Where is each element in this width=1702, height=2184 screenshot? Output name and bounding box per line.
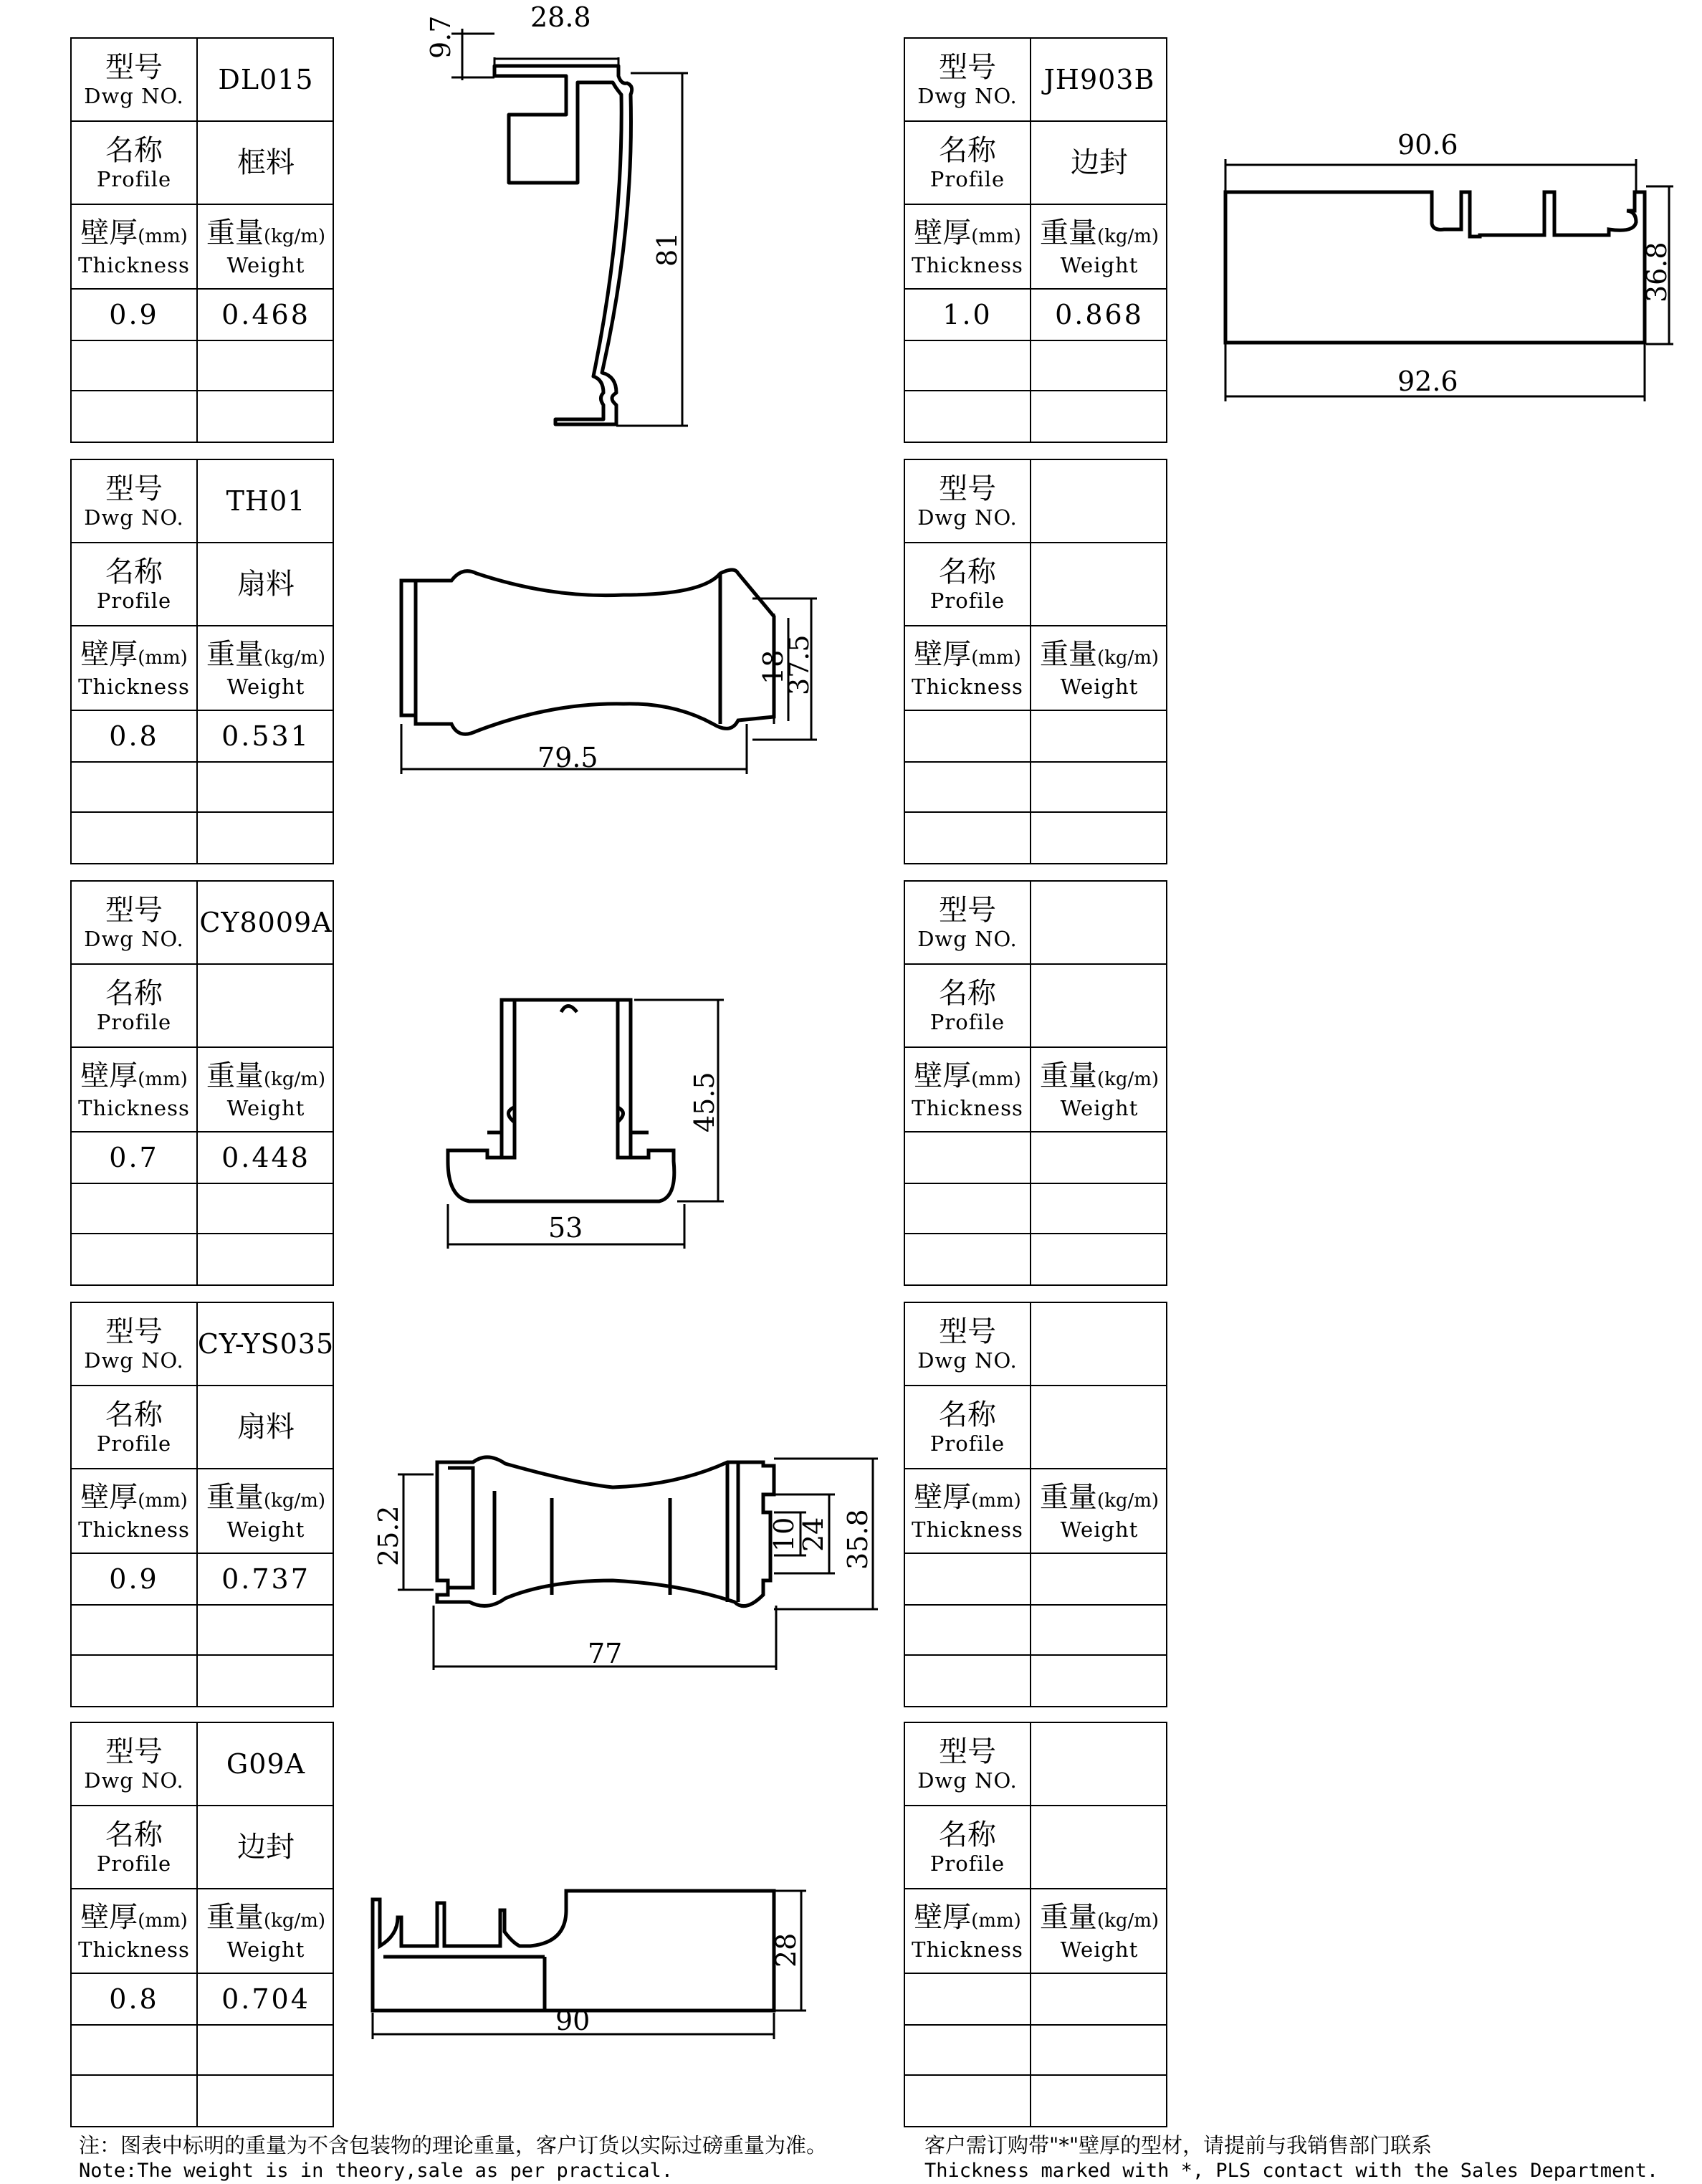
empty-cell [1031,1656,1167,1706]
label-thickness: 壁厚 [80,1900,138,1934]
spec-table-cy-ys035 [70,1302,334,1707]
footnote-right-en: Thickness marked with *, PLS contact with the Sales Department. [924,2160,1659,2182]
label-weight: 重量 [206,1900,264,1934]
dim-bottom-width: 92.6 [1397,366,1458,397]
dim-height: 35.8 [842,1509,874,1570]
dim-width: 53 [548,1212,583,1244]
label-thickness: 壁厚 [914,1059,972,1092]
label-name: 名称 [105,134,163,167]
footnote-left [79,2132,827,2184]
label-weight-unit: (kg/m) [1096,1489,1160,1512]
weight-value: 0.737 [221,1563,310,1595]
label-dwg: Dwg NO. [917,927,1018,951]
label-thickness-en: Thickness [912,1937,1023,1962]
empty-cell [72,1234,198,1284]
weight-value: 0.531 [221,720,310,752]
label-weight-en: Weight [226,1095,305,1120]
label-thickness-en: Thickness [78,1095,190,1120]
empty-cell [198,2076,334,2126]
dim-inner-height: 18 [757,649,789,685]
dim-left-height: 25.2 [373,1505,404,1566]
name-value: 边封 [237,1831,295,1864]
model-value: JH903B [1043,64,1155,95]
empty-cell [72,1606,198,1656]
dim-height: 81 [651,232,683,267]
label-thickness: 壁厚 [914,1480,972,1514]
empty-cell [905,813,1031,863]
label-weight-en: Weight [1060,252,1139,277]
label-thickness-unit: (mm) [971,1068,1021,1090]
profile-drawing-g09a [358,1864,831,2050]
label-profile: Profile [96,1851,172,1876]
empty-cell [1031,391,1167,442]
label-profile: Profile [929,588,1005,613]
name-value: 边封 [1071,146,1128,179]
label-thickness-unit: (mm) [138,225,188,247]
empty-cell [72,391,198,442]
empty-cell [1031,1606,1167,1656]
spec-table-blank-4 [904,1722,1167,2127]
empty-cell [72,763,198,813]
dim-width: 28.8 [530,1,591,33]
label-model: 型号 [105,51,163,84]
empty-cell [905,1234,1031,1284]
label-weight-en: Weight [226,674,305,699]
dim-width: 79.5 [537,742,598,773]
label-weight: 重量 [1039,216,1097,249]
label-thickness: 壁厚 [80,216,138,249]
label-weight: 重量 [206,1059,264,1092]
label-name: 名称 [105,1398,163,1431]
label-weight-unit: (kg/m) [1096,1909,1160,1932]
weight-value: 0.448 [221,1142,310,1173]
spec-table-g09a [70,1722,334,2127]
thickness-value: 0.8 [109,720,159,752]
label-weight-unit: (kg/m) [1096,225,1160,247]
label-thickness-en: Thickness [912,1095,1023,1120]
label-weight-unit: (kg/m) [1096,1068,1160,1090]
label-model: 型号 [939,1315,996,1348]
spec-table-jh903b [904,37,1167,443]
label-dwg: Dwg NO. [917,84,1018,108]
empty-cell [905,1606,1031,1656]
label-weight-en: Weight [226,1517,305,1542]
thickness-value: 0.7 [109,1142,159,1173]
label-name: 名称 [105,1818,163,1851]
label-thickness-en: Thickness [912,252,1023,277]
dim-inner-height: 24 [798,1517,829,1552]
empty-cell [72,1184,198,1234]
profile-drawing-jh903b [1208,115,1681,416]
empty-cell [72,2076,198,2126]
label-thickness-unit: (mm) [138,647,188,669]
dim-width: 90 [555,2005,591,2036]
label-weight-unit: (kg/m) [263,647,326,669]
profile-drawing-cy8009a [430,982,745,1254]
dim-height: 28 [770,1932,802,1968]
label-name: 名称 [939,977,996,1010]
label-weight-en: Weight [226,1937,305,1962]
label-dwg: Dwg NO. [84,1348,184,1373]
label-model: 型号 [105,1735,163,1768]
label-name: 名称 [105,555,163,588]
label-dwg: Dwg NO. [84,1768,184,1793]
empty-cell [1031,1234,1167,1284]
label-weight: 重量 [1039,1059,1097,1092]
empty-cell [1031,763,1167,813]
label-profile: Profile [96,588,172,613]
empty-cell [1031,813,1167,863]
empty-cell [198,763,334,813]
empty-cell [1031,341,1167,391]
spec-table-th01 [70,459,334,864]
label-thickness-en: Thickness [912,1517,1023,1542]
thickness-value: 0.9 [109,1563,159,1595]
label-thickness-en: Thickness [912,674,1023,699]
empty-cell [198,1656,334,1706]
empty-cell [905,2026,1031,2076]
empty-cell [1031,2026,1167,2076]
label-thickness-unit: (mm) [138,1068,188,1090]
spec-table-blank-3 [904,1302,1167,1707]
label-thickness-en: Thickness [78,252,190,277]
label-weight-en: Weight [1060,1095,1139,1120]
label-dwg: Dwg NO. [917,1768,1018,1793]
label-weight: 重量 [206,637,264,671]
spec-table-blank-2 [904,880,1167,1286]
label-name: 名称 [939,555,996,588]
empty-cell [198,813,334,863]
label-thickness: 壁厚 [80,637,138,671]
footnote-right [924,2132,1658,2184]
label-weight-unit: (kg/m) [263,225,326,247]
label-weight-unit: (kg/m) [263,1489,326,1512]
empty-cell [198,391,334,442]
weight-value: 0.704 [221,1983,310,2015]
label-thickness: 壁厚 [80,1480,138,1514]
thickness-value: 0.8 [109,1983,159,2015]
profile-drawing-th01 [373,552,831,788]
label-thickness: 壁厚 [914,637,972,671]
dim-slot: 10 [768,1517,800,1552]
label-dwg: Dwg NO. [84,927,184,951]
label-model: 型号 [105,1315,163,1348]
empty-cell [198,1234,334,1284]
label-model: 型号 [939,1735,996,1768]
model-value: G09A [226,1748,306,1780]
label-weight: 重量 [206,1480,264,1514]
empty-cell [198,1606,334,1656]
empty-cell [905,1184,1031,1234]
spec-table-dl015 [70,37,334,443]
name-value: 框料 [237,146,295,179]
label-weight-unit: (kg/m) [263,1068,326,1090]
empty-cell [905,2076,1031,2126]
label-thickness-unit: (mm) [138,1909,188,1932]
empty-cell [198,341,334,391]
footnote-left-zh: 注：图表中标明的重量为不含包装物的理论重量，客户订货以实际过磅重量为准。 [79,2133,828,2157]
label-thickness-en: Thickness [78,1937,190,1962]
label-profile: Profile [96,1010,172,1034]
empty-cell [72,2026,198,2076]
dim-height: 36.8 [1641,242,1673,302]
label-weight-en: Weight [1060,674,1139,699]
label-thickness-unit: (mm) [971,647,1021,669]
empty-cell [72,813,198,863]
label-weight-en: Weight [1060,1937,1139,1962]
footnote-left-en: Note:The weight is in theory,sale as per practical. [79,2160,674,2182]
label-weight-unit: (kg/m) [1096,647,1160,669]
label-model: 型号 [105,894,163,927]
empty-cell [905,341,1031,391]
label-dwg: Dwg NO. [84,505,184,530]
label-name: 名称 [105,977,163,1010]
label-weight: 重量 [1039,1900,1097,1934]
empty-cell [72,1656,198,1706]
empty-cell [72,341,198,391]
model-value: TH01 [226,485,306,517]
profile-drawing-cy-ys035 [362,1434,907,1692]
profile-drawing-dl015 [416,0,717,444]
label-weight: 重量 [206,216,264,249]
label-profile: Profile [929,1010,1005,1034]
empty-cell [1031,1184,1167,1234]
label-thickness-en: Thickness [78,1517,190,1542]
model-value: CY-YS035 [198,1328,334,1360]
spec-table-blank-1 [904,459,1167,864]
footnote-right-zh: 客户需订购带"*"壁厚的型材，请提前与我销售部门联系 [924,2133,1433,2157]
label-weight-en: Weight [226,252,305,277]
label-profile: Profile [929,1851,1005,1876]
empty-cell [198,2026,334,2076]
label-model: 型号 [939,472,996,505]
label-profile: Profile [929,167,1005,191]
label-thickness-unit: (mm) [971,225,1021,247]
dim-height: 45.5 [689,1072,720,1132]
spec-table-cy8009a [70,880,334,1286]
label-thickness: 壁厚 [80,1059,138,1092]
label-weight: 重量 [1039,1480,1097,1514]
label-thickness-en: Thickness [78,674,190,699]
label-name: 名称 [939,1818,996,1851]
label-weight: 重量 [1039,637,1097,671]
label-dwg: Dwg NO. [84,84,184,108]
label-weight-en: Weight [1060,1517,1139,1542]
label-dwg: Dwg NO. [917,1348,1018,1373]
label-model: 型号 [105,472,163,505]
label-thickness: 壁厚 [914,216,972,249]
label-profile: Profile [96,167,172,191]
label-thickness: 壁厚 [914,1900,972,1934]
weight-value: 0.868 [1055,299,1144,330]
empty-cell [198,1184,334,1234]
label-thickness-unit: (mm) [971,1909,1021,1932]
name-value: 扇料 [237,568,295,601]
dim-top-width: 90.6 [1397,129,1458,161]
thickness-value: 1.0 [942,299,993,330]
empty-cell [905,1656,1031,1706]
weight-value: 0.468 [221,299,310,330]
empty-cell [905,763,1031,813]
label-weight-unit: (kg/m) [263,1909,326,1932]
label-profile: Profile [96,1431,172,1456]
label-name: 名称 [939,134,996,167]
model-value: CY8009A [199,907,333,938]
dim-width: 77 [588,1638,623,1669]
label-profile: Profile [929,1431,1005,1456]
label-model: 型号 [939,51,996,84]
dim-height: 37.5 [783,634,815,695]
label-dwg: Dwg NO. [917,505,1018,530]
label-name: 名称 [939,1398,996,1431]
empty-cell [905,391,1031,442]
model-value: DL015 [218,64,314,95]
label-thickness-unit: (mm) [971,1489,1021,1512]
empty-cell [1031,2076,1167,2126]
dim-lip-height: 9.7 [425,15,456,59]
label-model: 型号 [939,894,996,927]
label-thickness-unit: (mm) [138,1489,188,1512]
name-value: 扇料 [237,1411,295,1444]
thickness-value: 0.9 [109,299,159,330]
